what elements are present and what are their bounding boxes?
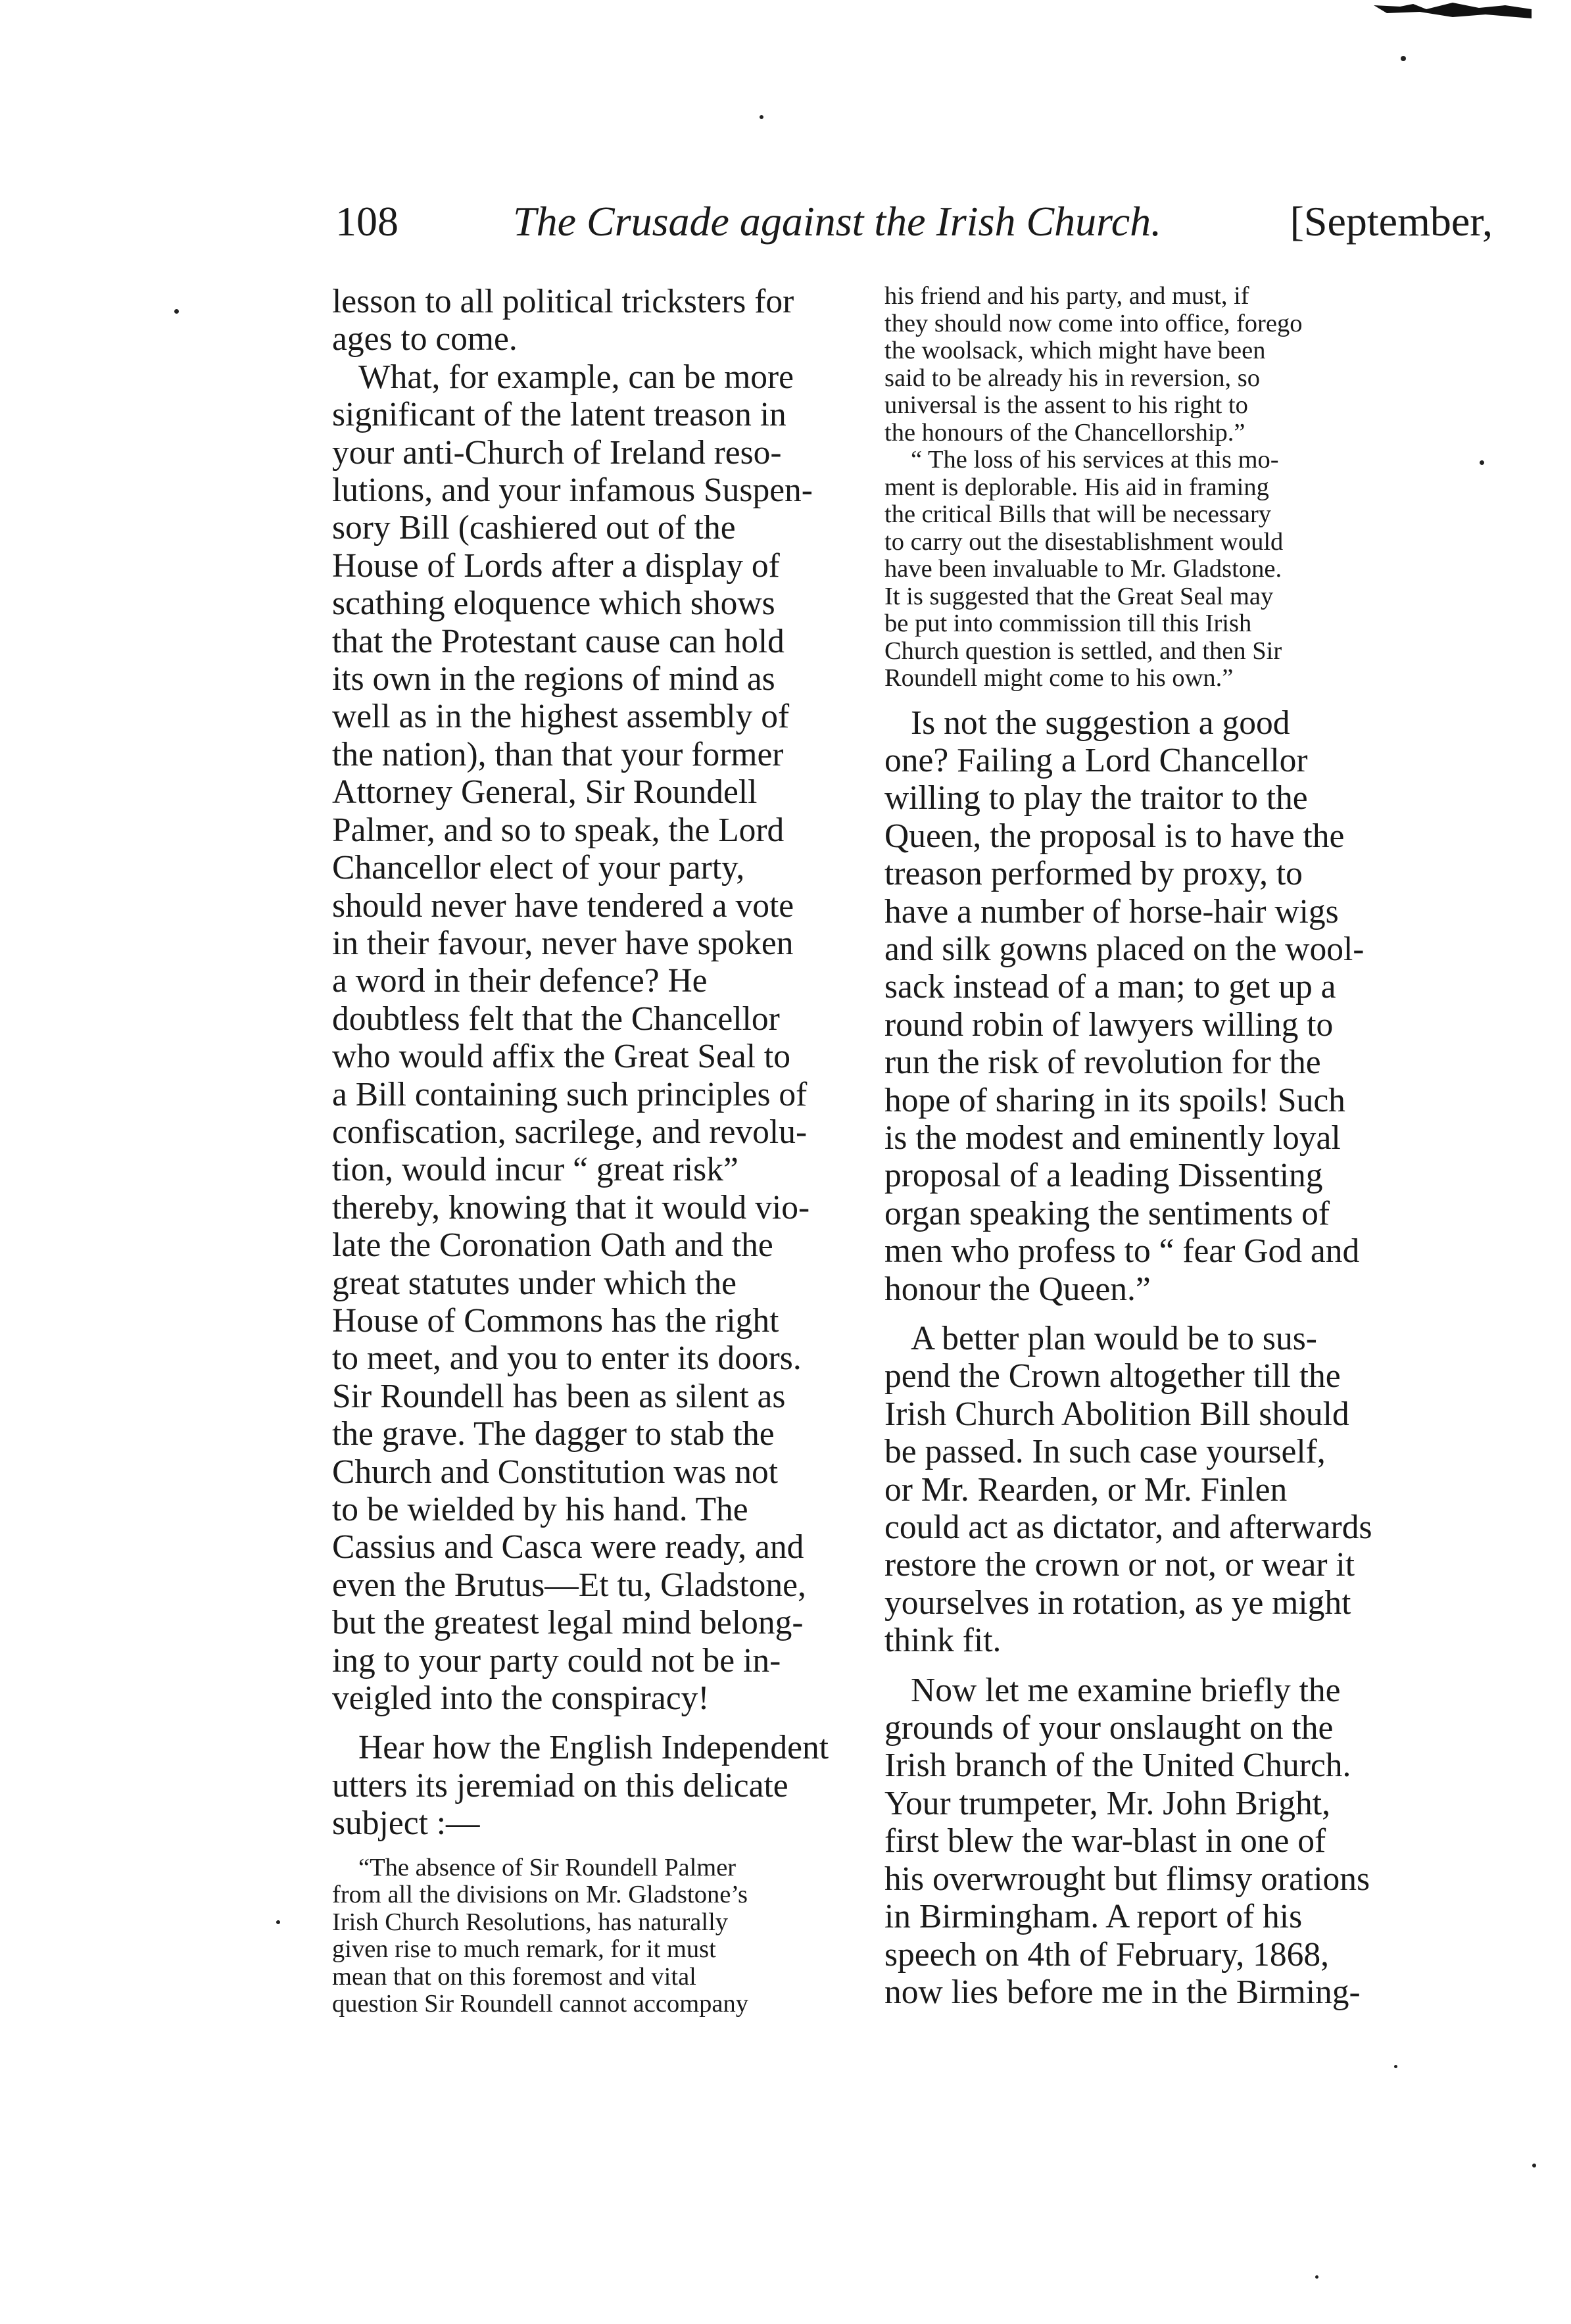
text-line: question Sir Roundell cannot accompany — [332, 1990, 748, 2018]
text-line: scathing eloquence which shows — [332, 585, 775, 623]
text-line: Your trumpeter, Mr. John Bright, — [884, 1784, 1330, 1822]
text-line: to be wielded by his hand. The — [332, 1491, 748, 1528]
text-line: given rise to much remark, for it must — [332, 1935, 716, 1964]
text-line: universal is the assent to his right to — [884, 391, 1248, 419]
text-line: lesson to all political tricksters for — [332, 283, 794, 320]
text-line: is the modest and eminently loyal — [884, 1119, 1341, 1157]
text-line: subject :— — [332, 1804, 480, 1843]
ink-smudge-mark — [1374, 0, 1532, 26]
text-line: grounds of your onslaught on the — [884, 1709, 1334, 1747]
text-line: pend the Crown altogether till the — [884, 1357, 1341, 1395]
text-line: the nation), than that your former — [332, 735, 784, 773]
text-line: Attorney General, Sir Roundell — [332, 773, 758, 811]
text-line: men who profess to “ fear God and — [884, 1232, 1360, 1271]
text-line: think fit. — [884, 1622, 1002, 1660]
text-line: ages to come. — [332, 320, 518, 358]
text-line: tion, would incur “ great risk” — [332, 1151, 738, 1189]
text-line: have a number of horse-hair wigs — [884, 892, 1339, 931]
text-line: a Bill containing such principles of — [332, 1075, 808, 1113]
paragraph-gap — [332, 1717, 858, 1729]
text-line: “ The loss of his services at this mo- — [911, 446, 1279, 473]
text-line: have been invaluable to Mr. Gladstone. — [884, 555, 1282, 583]
paragraph-a-better-plan — [884, 1320, 1424, 1660]
paragraph-is-not-the-suggestion — [884, 704, 1424, 1309]
text-line: yourselves in rotation, as ye might — [884, 1584, 1351, 1622]
text-line: to carry out the disestablishment would — [884, 527, 1284, 556]
text-line: hope of sharing in its spoils! Such — [884, 1081, 1345, 1119]
text-line: Sir Roundell has been as silent as — [332, 1377, 786, 1415]
text-line: one? Failing a Lord Chancellor — [884, 741, 1308, 779]
scan-speck — [1532, 2164, 1536, 2167]
text-line: late the Coronation Oath and the — [332, 1226, 773, 1265]
text-line: Cassius and Casca were ready, and — [332, 1528, 804, 1566]
paragraph-gap — [884, 692, 1424, 704]
text-line: his overwrought but flimsy orations — [884, 1860, 1370, 1898]
text-line: confiscation, sacrilege, and revolu- — [332, 1113, 808, 1151]
text-line: Church and Constitution was not — [332, 1453, 779, 1491]
scan-speck — [276, 1920, 280, 1924]
text-line: his friend and his party, and must, if — [884, 282, 1249, 310]
text-line: honour the Queen.” — [884, 1270, 1151, 1308]
text-line: first blew the war-blast in one of — [884, 1822, 1326, 1860]
text-line: organ speaking the sentiments of — [884, 1194, 1330, 1232]
text-line: a word in their defence? He — [332, 962, 708, 1000]
text-line: even the Brutus—Et tu, Gladstone, — [332, 1566, 806, 1604]
text-line: House of Lords after a display of — [332, 546, 780, 585]
text-line: Queen, the proposal is to have the — [884, 817, 1345, 855]
page-header — [335, 197, 1493, 263]
text-line: significant of the latent treason in — [332, 396, 786, 434]
text-line: It is suggested that the Great Seal may — [884, 582, 1274, 610]
text-line: the honours of the Chancellorship.” — [884, 418, 1245, 447]
text-line: thereby, knowing that it would vio- — [332, 1188, 810, 1226]
text-line: the critical Bills that will be necessary — [884, 500, 1272, 528]
paragraph-hear-how — [332, 1729, 858, 1842]
text-line: the grave. The dagger to stab the — [332, 1415, 775, 1453]
text-line: Is not the suggestion a good — [911, 704, 1290, 742]
text-line: treason performed by proxy, to — [884, 855, 1303, 893]
text-line: ment is deplorable. His aid in framing — [884, 473, 1269, 501]
text-line: utters its jeremiad on this delicate — [332, 1766, 788, 1804]
text-line: to meet, and you to enter its doors. — [332, 1340, 802, 1378]
text-line: said to be already his in reversion, so — [884, 364, 1260, 392]
text-line: “The absence of Sir Roundell Palmer — [358, 1853, 737, 1881]
paragraph-continued — [332, 283, 858, 358]
text-line: sory Bill (cashiered out of the — [332, 509, 736, 547]
text-line: lutions, and your infamous Suspen- — [332, 472, 813, 510]
page-number: 108 — [335, 198, 399, 245]
scan-speck — [1480, 460, 1484, 465]
text-line: doubtless felt that the Chancellor — [332, 1000, 780, 1038]
scan-speck — [1394, 2065, 1397, 2068]
text-line: in their favour, never have spoken — [332, 924, 794, 962]
text-line: could act as dictator, and afterwards — [884, 1509, 1372, 1547]
scan-speck — [1315, 2275, 1318, 2279]
text-line: Irish Church Abolition Bill should — [884, 1395, 1349, 1433]
running-month: [September, — [1290, 198, 1493, 245]
text-line: who would affix the Great Seal to — [332, 1038, 790, 1076]
text-line: in Birmingham. A report of his — [884, 1898, 1303, 1936]
right-column — [884, 283, 1424, 2011]
quoted-extract-continued — [884, 283, 1424, 447]
text-line: but the greatest legal mind belong- — [332, 1604, 804, 1642]
text-line: Hear how the English Independent — [358, 1729, 829, 1767]
scan-speck — [760, 115, 763, 119]
paragraph-gap — [884, 1308, 1424, 1320]
text-line: or Mr. Rearden, or Mr. Finlen — [884, 1470, 1288, 1509]
paragraph-gap — [332, 1843, 858, 1854]
text-line: great statutes under which the — [332, 1264, 737, 1302]
text-line: Now let me examine briefly the — [911, 1671, 1341, 1709]
quoted-extract — [332, 1854, 858, 2018]
text-line: mean that on this foremost and vital — [332, 1962, 696, 1991]
text-line: Irish branch of the United Church. — [884, 1747, 1351, 1785]
text-line: that the Protestant cause can hold — [332, 622, 785, 660]
paragraph-now-let-me-examine — [884, 1672, 1424, 2012]
text-line: veigled into the conspiracy! — [332, 1680, 710, 1718]
text-line: and silk gowns placed on the wool- — [884, 930, 1365, 968]
text-line: willing to play the traitor to the — [884, 779, 1308, 817]
text-line: they should now come into office, forego — [884, 309, 1303, 337]
text-line: be passed. In such case yourself, — [884, 1433, 1326, 1471]
text-line: Irish Church Resolutions, has naturally — [332, 1908, 729, 1936]
running-title: The Crusade against the Irish Church. — [513, 198, 1162, 245]
text-line: its own in the regions of mind as — [332, 660, 775, 698]
text-line: from all the divisions on Mr. Gladstone’s — [332, 1881, 748, 1909]
text-line: proposal of a leading Dissenting — [884, 1157, 1323, 1195]
text-line: run the risk of revolution for the — [884, 1044, 1321, 1082]
quoted-extract-second — [884, 447, 1424, 692]
scan-speck — [1401, 56, 1406, 61]
text-line: speech on 4th of February, 1868, — [884, 1935, 1330, 1973]
text-line: Chancellor elect of your party, — [332, 849, 745, 887]
text-line: restore the crown or not, or wear it — [884, 1546, 1355, 1584]
text-line: your anti-Church of Ireland reso- — [332, 433, 782, 472]
text-line: the woolsack, which might have been — [884, 337, 1266, 364]
text-line: Palmer, and so to speak, the Lord — [332, 811, 785, 849]
text-line: now lies before me in the Birming- — [884, 1973, 1361, 2011]
text-line: should never have tendered a vote — [332, 886, 794, 925]
text-line: well as in the highest assembly of — [332, 698, 790, 736]
text-line: round robin of lawyers willing to — [884, 1005, 1334, 1044]
text-line: What, for example, can be more — [358, 358, 794, 396]
text-line: ing to your party could not be in- — [332, 1641, 781, 1680]
text-line: House of Commons has the right — [332, 1301, 779, 1340]
text-line: A better plan would be to sus- — [911, 1320, 1317, 1357]
paragraph-what-for-example — [332, 358, 858, 1718]
text-line: be put into commission till this Irish — [884, 610, 1252, 637]
paragraph-gap — [884, 1660, 1424, 1672]
text-line: sack instead of a man; to get up a — [884, 968, 1336, 1006]
scan-speck — [174, 309, 179, 314]
text-line: Church question is settled, and then Sir — [884, 637, 1282, 665]
left-column — [332, 283, 858, 2018]
text-line: Roundell might come to his own.” — [884, 664, 1234, 692]
